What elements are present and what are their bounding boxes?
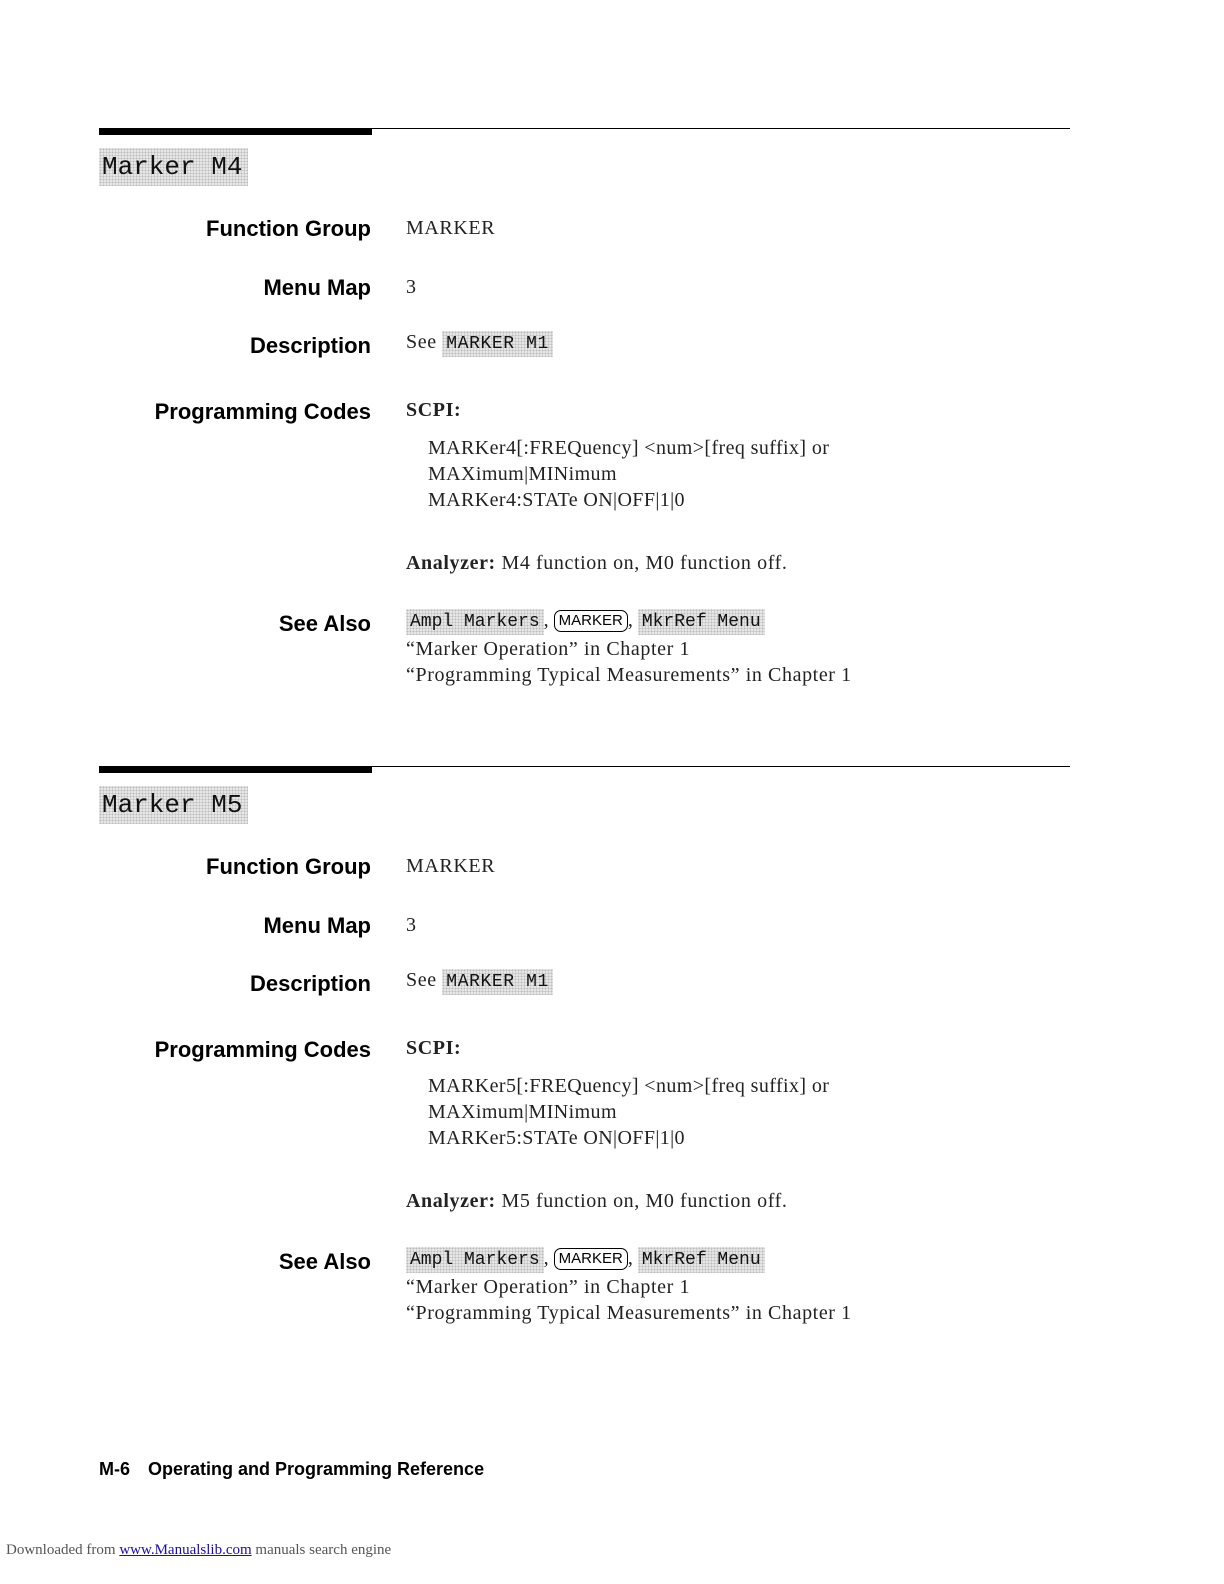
function-group-value: MARKER [406,217,496,239]
see-also-reference: “Programming Typical Measurements” in Chapter 1 [406,1302,852,1324]
section-rule-thick [99,128,372,135]
mkrref-menu-softkey[interactable]: MkrRef Menu [638,609,765,635]
scpi-line: MARKer4[:FREQuency] <num>[freq suffix] or [428,437,830,459]
see-also-label: See Also [278,1249,371,1274]
scpi-line: MARKer4:STATe ON|OFF|1|0 [428,489,685,511]
function-group-value: MARKER [406,855,496,877]
description-prefix: See [406,331,437,353]
scpi-line: MARKer5[:FREQuency] <num>[freq suffix] or [428,1075,830,1097]
see-also-reference: “Marker Operation” in Chapter 1 [406,638,691,660]
scpi-line: MAXimum|MINimum [428,463,617,485]
function-group-label: Function Group [206,854,371,879]
menu-map-value: 3 [406,914,417,936]
description-label: Description [249,333,371,358]
section-title: Marker M5 [99,786,248,824]
description-prefix: See [406,969,437,991]
analyzer-line [406,1190,787,1213]
mkrref-menu-softkey[interactable]: MkrRef Menu [638,1247,765,1273]
analyzer-label: Analyzer: [406,552,496,574]
programming-codes-label: Programming Codes [154,399,371,424]
analyzer-line [406,552,787,575]
description-value [406,969,553,995]
section-rule-thin [372,128,1070,129]
scpi-label: SCPI: [406,399,462,421]
marker-m1-softkey[interactable]: MARKER M1 [442,331,553,357]
manualslib-link[interactable]: www.Manualslib.com [119,1542,252,1558]
analyzer-text: M4 function on, M0 function off. [501,552,788,574]
marker-hardkey[interactable]: MARKER [554,610,628,632]
download-prefix: Downloaded from [6,1542,116,1558]
see-also-keys: Ampl Markers , MARKER , MkrRef Menu [406,609,765,635]
marker-hardkey[interactable]: MARKER [554,1248,628,1270]
page-number: M-6 [99,1459,130,1479]
description-label: Description [249,971,371,996]
function-group-label: Function Group [206,216,371,241]
section-rule-thick [99,766,372,773]
description-value [406,331,553,357]
programming-codes-label: Programming Codes [154,1037,371,1062]
ampl-markers-softkey[interactable]: Ampl Markers [406,609,544,635]
section-rule-thin [372,766,1070,767]
ampl-markers-softkey[interactable]: Ampl Markers [406,1247,544,1273]
scpi-line: MAXimum|MINimum [428,1101,617,1123]
page-footer [99,1459,484,1480]
menu-map-label: Menu Map [263,275,371,300]
analyzer-text: M5 function on, M0 function off. [501,1190,788,1212]
see-also-reference: “Marker Operation” in Chapter 1 [406,1276,691,1298]
see-also-reference: “Programming Typical Measurements” in Chapter 1 [406,664,852,686]
marker-m1-softkey[interactable]: MARKER M1 [442,969,553,995]
see-also-keys: Ampl Markers , MARKER , MkrRef Menu [406,1247,765,1273]
scpi-label: SCPI: [406,1037,462,1059]
download-suffix: manuals search engine [255,1542,392,1558]
scpi-line: MARKer5:STATe ON|OFF|1|0 [428,1127,685,1149]
footer-title: Operating and Programming Reference [148,1459,485,1479]
menu-map-label: Menu Map [263,913,371,938]
download-notice [6,1542,391,1559]
see-also-label: See Also [278,611,371,636]
menu-map-value: 3 [406,276,417,298]
analyzer-label: Analyzer: [406,1190,496,1212]
section-title: Marker M4 [99,148,248,186]
